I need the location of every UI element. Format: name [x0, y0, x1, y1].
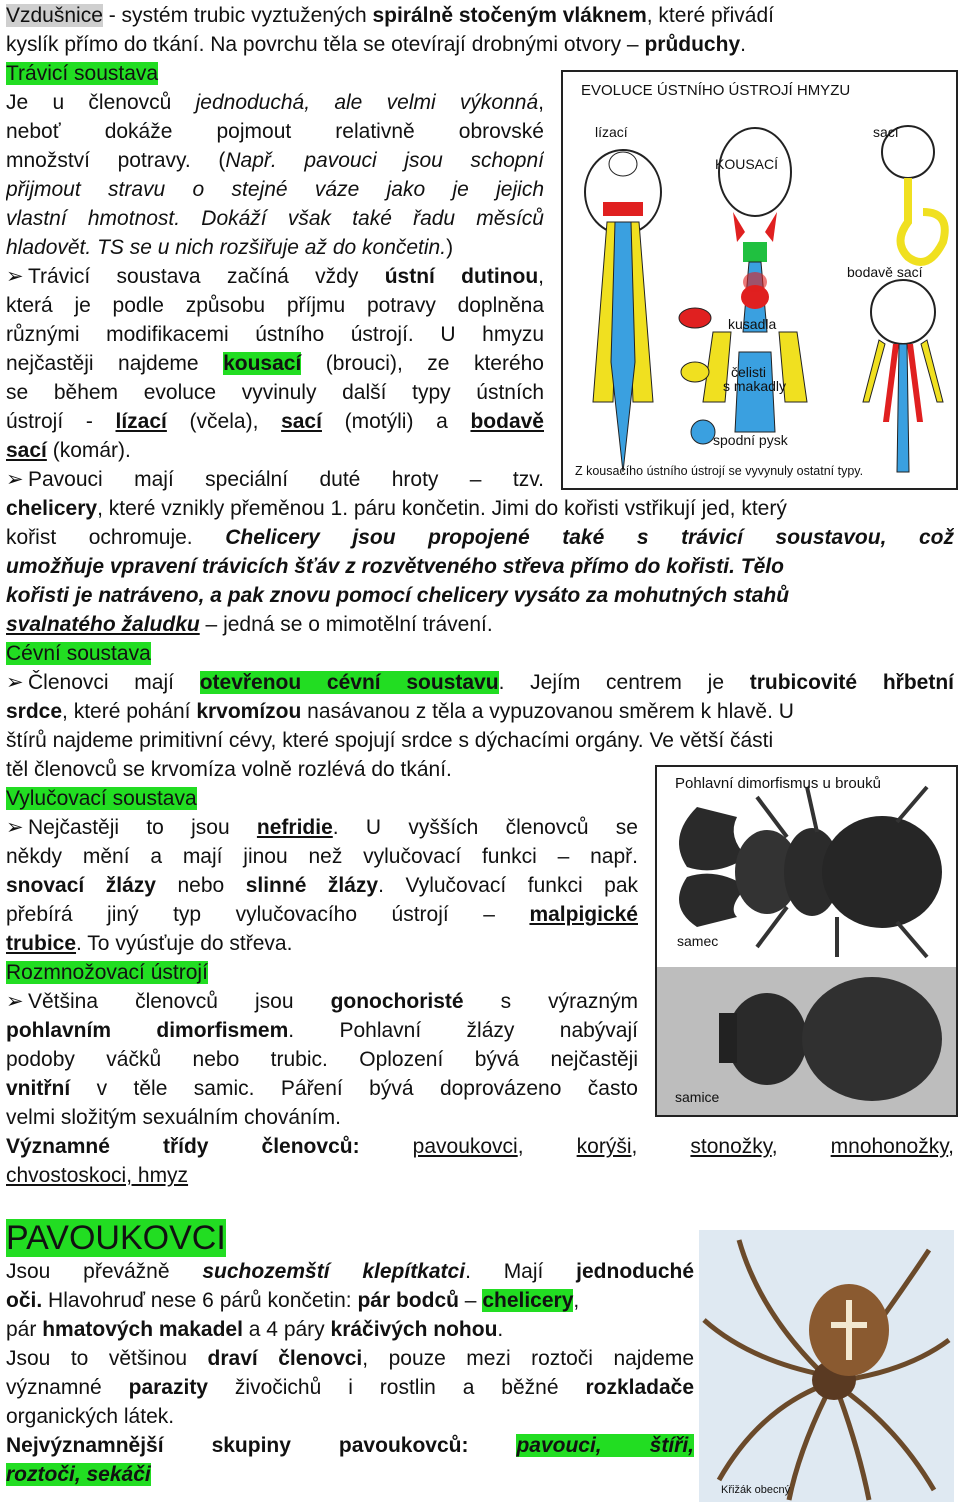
- text: ,: [538, 91, 544, 114]
- heading: PAVOUKOVCI: [6, 1219, 226, 1257]
- text: Hlavohruď nese 6 párů končetin:: [42, 1289, 358, 1312]
- underlined-term: nefridie: [256, 816, 333, 839]
- text: ,: [573, 1289, 580, 1312]
- text: .: [740, 33, 746, 56]
- italic: Např. pavouci jsou schopní: [225, 149, 544, 172]
- italic: hladovět. TS se u nich rozšiřuje až do končetin.: [6, 236, 447, 259]
- bold-italic: suchozemští klepítkatci: [202, 1260, 466, 1283]
- text: Pavouci mají speciální duté hroty – tzv.: [28, 468, 544, 491]
- line: [6, 205, 544, 233]
- text: . U vyšších členovců se: [332, 816, 638, 839]
- bold-italic: kořisti je natráveno, a pak znovu pomocí chelicery vysáto za mohutných stahů: [6, 584, 790, 607]
- heading: Trávicí soustava: [6, 62, 159, 85]
- highlight-term: chelicery: [482, 1289, 574, 1312]
- bold-italic-underlined: svalnatého žaludku: [6, 613, 200, 636]
- line: [6, 1162, 188, 1190]
- label-spodni-pysk: spodní pysk: [713, 432, 788, 448]
- text: Trávicí soustava začíná vždy: [28, 265, 385, 288]
- text: někdy mění a mají jinou než vylučovací funkci – např.: [6, 845, 638, 868]
- italic: jednoduchá, ale velmi výkonná: [195, 91, 539, 114]
- heading: Cévní soustava: [6, 642, 151, 665]
- underlined-term: lízací: [115, 410, 167, 433]
- text: – jedná se o mimotělní trávení.: [199, 613, 493, 636]
- underlined-term: trubice: [6, 932, 77, 955]
- line: [6, 350, 544, 378]
- figure-beetles: [655, 765, 958, 1117]
- heading: Rozmnožovací ústrojí: [6, 961, 208, 984]
- text: živočichů i rostlin a běžné: [208, 1376, 586, 1399]
- bullet-line: [6, 669, 954, 697]
- bold-term: pohlavním dimorfismem: [6, 1019, 289, 1042]
- bold-term: rozkladače: [585, 1376, 694, 1399]
- line: [6, 176, 544, 204]
- text: . Vylučovací funkci pak: [378, 874, 638, 897]
- line-tridy: [6, 1133, 954, 1161]
- figure-caption: Z kousacího ústního ústrojí se vyvynuly ostatní typy.: [575, 464, 864, 478]
- label-saci: sací: [873, 124, 899, 140]
- underlined-term: bodavě: [470, 410, 544, 433]
- text: ): [446, 236, 454, 259]
- section-heading-vylucovaci: [6, 785, 197, 813]
- text: (včela),: [166, 410, 282, 433]
- text: přebírá jiný typ vylučovacího ústrojí –: [6, 903, 530, 926]
- text: Většina členovců jsou: [28, 990, 331, 1013]
- line: [6, 495, 787, 523]
- line: [6, 901, 638, 929]
- arrow-bullet-icon: ➢: [6, 990, 24, 1013]
- text: pár: [6, 1318, 43, 1341]
- text: nebo: [155, 874, 246, 897]
- text: . To vyúsťuje do střeva.: [76, 932, 293, 955]
- text: neboť dokáže pojmout relativně obrovské: [6, 120, 544, 143]
- text: významné: [6, 1376, 129, 1399]
- spider-photo: [699, 1230, 954, 1502]
- line: [6, 872, 638, 900]
- italic: vlastní hmotnost. Dokáží však také řadu měsíců: [6, 207, 544, 230]
- comma: ,: [517, 1135, 577, 1158]
- underlined-term: malpigické: [529, 903, 638, 926]
- text: těl členovců se krvomíza volně rozlévá do tkání.: [6, 758, 452, 781]
- bold-term: Nejvýznamnější skupiny pavoukovců:: [6, 1434, 517, 1457]
- label-samec: samec: [677, 933, 719, 949]
- line: [6, 611, 493, 639]
- text: štírů najdeme primitivní cévy, které spojují srdce s dýchacími orgány. Ve větší části: [6, 729, 774, 752]
- bold-term: kráčivých nohou: [330, 1318, 498, 1341]
- line-vzdusnice: [6, 2, 774, 30]
- line: [6, 1374, 694, 1402]
- text: , pouze mezi roztoči najdeme: [362, 1347, 694, 1370]
- figure-title: Pohlavní dimorfismus u brouků: [675, 775, 881, 792]
- bullet-line: [6, 263, 544, 291]
- comma: ,: [948, 1135, 954, 1158]
- comma: ,: [771, 1135, 831, 1158]
- text: –: [458, 1289, 483, 1312]
- bold-term: krvomízou: [196, 700, 302, 723]
- line: [6, 1075, 638, 1103]
- bullet-line: [6, 814, 638, 842]
- bold-italic: umožňuje vpravení trávicích šťáv z rozvětveného střeva přímo do kořisti. Tělo: [6, 555, 784, 578]
- line: [6, 147, 544, 175]
- bold-term: spirálně stočeným vláknem: [372, 4, 647, 27]
- text: organických látek.: [6, 1405, 175, 1428]
- underlined-term: sací: [6, 439, 47, 462]
- bold-lead: Významné třídy členovců:: [6, 1135, 413, 1158]
- line: [6, 1287, 579, 1315]
- label-celisti: čelisti: [731, 364, 767, 380]
- section-heading-rozmnozovaci: [6, 959, 208, 987]
- bold-term: ústní dutinou: [384, 265, 539, 288]
- bold-term: slinné žlázy: [245, 874, 379, 897]
- text: která je podle způsobu příjmu potravy doplněna: [6, 294, 544, 317]
- section-heading-travici: [6, 60, 158, 88]
- comma: ,: [631, 1135, 691, 1158]
- line: [6, 1104, 341, 1132]
- text: množství potravy. (: [6, 149, 226, 172]
- text: nejčastěji najdeme: [6, 352, 224, 375]
- line: [6, 1432, 694, 1460]
- arrow-bullet-icon: ➢: [6, 265, 24, 288]
- text: Členovci mají: [28, 671, 200, 694]
- text: , které vznikly přeměnou 1. páru končetin. Jimi do kořisti vstřikují jed, který: [97, 497, 787, 520]
- text: Je u členovců: [6, 91, 196, 114]
- line: [6, 756, 452, 784]
- line: [6, 582, 789, 610]
- text: v těle samic. Páření bývá doprovázeno často: [70, 1077, 638, 1100]
- term-vzdusnice: Vzdušnice: [6, 4, 103, 27]
- label-lizaci: lízací: [595, 124, 628, 140]
- bold-term: parazity: [128, 1376, 208, 1399]
- label-kusadla: kusadla: [728, 316, 777, 332]
- highlight-term: otevřenou cévní soustavu: [199, 671, 499, 694]
- line: [6, 379, 544, 407]
- bold-term: oči.: [6, 1289, 43, 1312]
- bold-term: pár bodců: [357, 1289, 459, 1312]
- figure-spider: [699, 1230, 954, 1502]
- figure-caption: Křižák obecný: [721, 1484, 791, 1496]
- text: Jsou to většinou: [6, 1347, 208, 1370]
- text: , které přivádí: [646, 4, 774, 27]
- text: se během evoluce vyvinuly další typy ústních: [6, 381, 544, 404]
- line: [6, 1461, 151, 1489]
- line: [6, 1017, 638, 1045]
- arrow-bullet-icon: ➢: [6, 468, 24, 491]
- bold-term: srdce: [6, 700, 63, 723]
- bold-term: průduchy: [644, 33, 741, 56]
- text: , které pohání: [62, 700, 197, 723]
- text: Jsou převážně: [6, 1260, 203, 1283]
- bold-italic: Chelicery jsou propojené také s trávicí soustavou, což: [225, 526, 954, 549]
- arrow-bullet-icon: ➢: [6, 816, 24, 839]
- class-items: chvostoskoci, hmyz: [6, 1164, 189, 1187]
- text: . Pohlavní žlázy nabývají: [288, 1019, 638, 1042]
- bold-term: vnitřní: [6, 1077, 71, 1100]
- text: různými modifikacemi ústního ústrojí. U hmyzu: [6, 323, 544, 346]
- bold-term: draví členovci: [207, 1347, 363, 1370]
- text: velmi složitým sexuálním chováním.: [6, 1106, 341, 1129]
- bold-term: jednoduché: [576, 1260, 694, 1283]
- line: [6, 727, 773, 755]
- text: (motýli) a: [321, 410, 471, 433]
- text: . Mají: [465, 1260, 577, 1283]
- text: s výrazným: [463, 990, 638, 1013]
- line: [6, 292, 544, 320]
- text: . Jejím centrem je: [498, 671, 750, 694]
- text: - systém trubic vyztužených: [102, 4, 373, 27]
- bold-term: gonochoristé: [330, 990, 464, 1013]
- text: a 4 páry: [242, 1318, 331, 1341]
- text: ,: [538, 265, 544, 288]
- bullet-line: [6, 988, 638, 1016]
- highlight-term: roztoči, sekáči: [6, 1463, 151, 1486]
- text: kořist ochromuje.: [6, 526, 226, 549]
- label-makadly: s makadly: [723, 378, 787, 394]
- line: [6, 118, 544, 146]
- label-bodave-saci: bodavě sací: [847, 264, 923, 280]
- line: [6, 843, 638, 871]
- bold-term: trubicovité hřbetní: [749, 671, 954, 694]
- text: podoby váčků nebo trubic. Oplození bývá nejčastěji: [6, 1048, 638, 1071]
- arrow-bullet-icon: ➢: [6, 671, 24, 694]
- line: [6, 1403, 174, 1431]
- line: [6, 89, 544, 117]
- class-item: stonožky: [690, 1135, 772, 1158]
- text: , ze kterého: [396, 352, 544, 375]
- line: [6, 437, 131, 465]
- highlight-term: kousací: [223, 352, 302, 375]
- figure-mouthparts: [561, 70, 958, 490]
- class-item: korýši: [576, 1135, 632, 1158]
- text: Nejčastěji to jsou: [28, 816, 257, 839]
- line: [6, 553, 784, 581]
- heading: Vylučovací soustava: [6, 787, 197, 810]
- section-heading-pavoukovci: [6, 1216, 226, 1260]
- line: [6, 698, 794, 726]
- class-item: pavoukovci: [412, 1135, 518, 1158]
- bold-term: hmatových makadel: [42, 1318, 243, 1341]
- line: [6, 1046, 638, 1074]
- highlight-term: pavouci, štíři,: [516, 1434, 694, 1457]
- bullet-line: [6, 466, 544, 494]
- text: (brouci): [301, 352, 397, 375]
- line: [6, 524, 954, 552]
- label-samice: samice: [675, 1089, 720, 1105]
- line: [6, 321, 544, 349]
- text: (komár).: [46, 439, 131, 462]
- line: [6, 408, 544, 436]
- bold-term: snovací žlázy: [6, 874, 156, 897]
- text: kyslík přímo do tkání. Na povrchu těla se otevírají drobnými otvory –: [6, 33, 645, 56]
- figure-title: EVOLUCE ÚSTNÍHO ÚSTROJÍ HMYZU: [581, 82, 851, 99]
- text: nasávanou z těla a vypuzovanou směrem k hlavě. U: [301, 700, 794, 723]
- text: ústrojí -: [6, 410, 116, 433]
- line: [6, 31, 746, 59]
- line: [6, 234, 453, 262]
- line: [6, 1316, 503, 1344]
- class-item: mnohonožky: [830, 1135, 949, 1158]
- italic: přijmout stravu o stejné váze jako je jejich: [6, 178, 544, 201]
- line: [6, 1258, 694, 1286]
- line: [6, 1345, 694, 1373]
- line: [6, 930, 292, 958]
- text: .: [497, 1318, 504, 1341]
- section-heading-cevni: [6, 640, 151, 668]
- bold-term: chelicery: [6, 497, 98, 520]
- label-kousaci: KOUSACÍ: [715, 156, 779, 172]
- underlined-term: sací: [281, 410, 322, 433]
